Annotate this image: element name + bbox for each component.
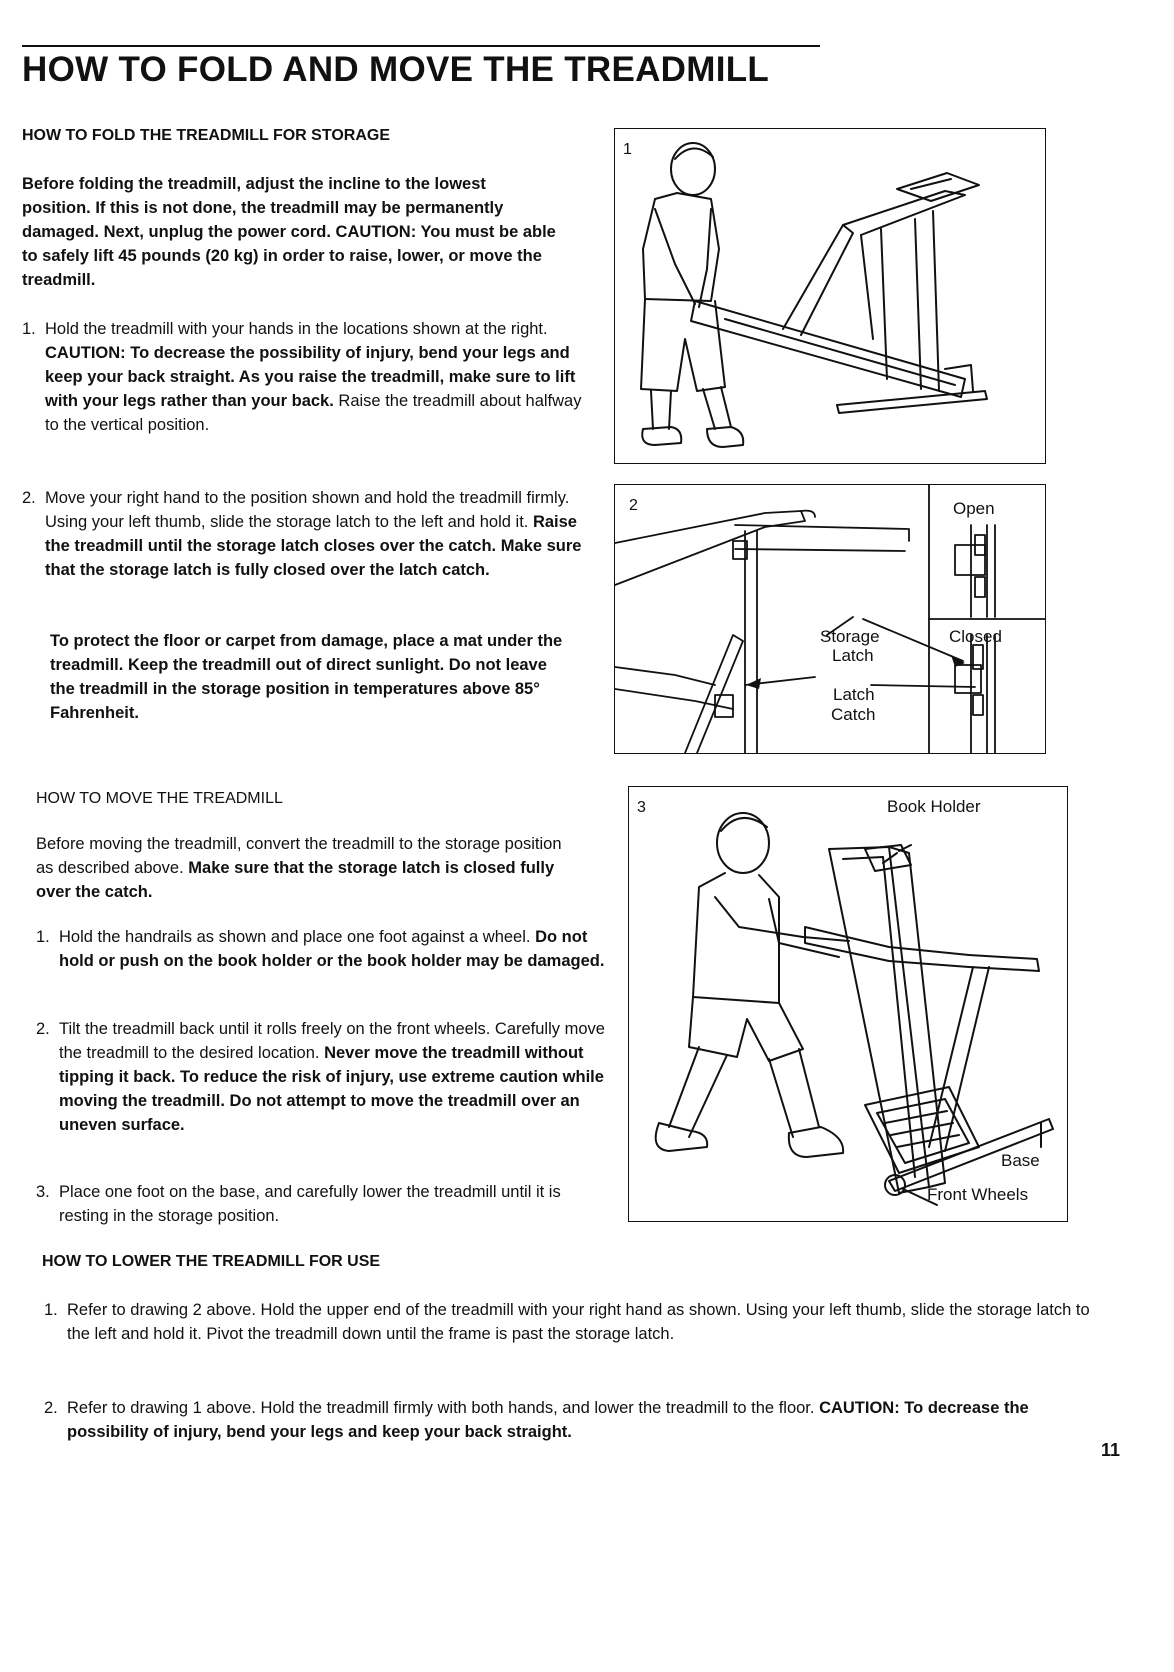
figure-1-number: 1 [623,141,632,158]
title-rule [22,45,820,47]
fold-intro: Before folding the treadmill, adjust the incline to the lowest position. If this is not done, the treadmill may be permanently damaged. Next, unplug the power cord. CAUTION: You must be able to safely lift 45 pounds (20 kg) in order to raise, lower, or move the treadmill. [22,175,556,289]
fold-step-2-number: 2. [22,489,36,507]
lower-step-2-text: Refer to drawing 1 above. Hold the treadmill firmly with both hands, and lower the treadmill to the floor. [67,1399,815,1417]
move-intro-text: Before moving the treadmill, convert the treadmill to the storage position as described above. [36,835,562,877]
fold-step-1-number: 1. [22,320,36,338]
fold-step-2 [22,486,590,582]
fold-step-1-raise: Raise the treadmill about halfway to the vertical position. [45,392,582,434]
storage-latch-label: Latch [832,646,874,665]
move-step-2 [36,1017,607,1137]
lower-step-1-text: Refer to drawing 2 above. Hold the upper end of the treadmill with your right hand as shown. Using your left thumb, slide the storage latch to the left and hold it. Pivot the treadmill down until the frame is past the storage latch. [67,1301,1090,1343]
front-wheels-label: Front Wheels [927,1185,1029,1204]
lower-step-2-caution: CAUTION: To decrease the possibility of injury, bend your legs and keep your back straight. [67,1399,1029,1441]
move-step-1-number: 1. [36,928,50,946]
latch-closed-label: Closed [949,627,1002,646]
figure-1-illustration [615,129,1045,463]
fold-step-1 [22,317,590,437]
move-step-1-warning: Do not hold or push on the book holder or the book holder may be damaged. [59,928,605,970]
move-step-3-number: 3. [36,1183,50,1201]
fold-step-2-text: Move your right hand to the position shown and hold the treadmill firmly. Using your left thumb, slide the storage latch to the left and hold it. [45,489,570,531]
page-title: HOW TO FOLD AND MOVE THE TREADMILL [22,50,770,89]
fold-protect-note: To protect the floor or carpet from damage, place a mat under the treadmill. Keep the treadmill out of direct sunlight. Do not leave the treadmill in the storage position in temperatures above 85° Fahrenheit. [50,632,563,722]
figure-2-illustration [615,485,1045,753]
fold-step-1-text: Hold the treadmill with your hands in the locations shown at the right. [45,320,548,338]
move-heading: HOW TO MOVE THE TREADMILL [36,790,283,807]
move-step-3-text: Place one foot on the base, and carefully lower the treadmill until it is resting in the storage position. [59,1183,561,1225]
latch-catch-label-top: Latch [833,685,875,704]
fold-step-2-check: Make sure that the storage latch is fully closed over the latch catch. [45,537,582,579]
storage-label: Storage [820,627,880,646]
lower-step-1 [44,1298,1097,1346]
figure-1 [614,128,1046,464]
move-step-2-warning: Never move the treadmill without tipping it back. To reduce the risk of injury, use extreme caution while moving the treadmill. Do not attempt to move the treadmill over an uneven surface. [59,1044,604,1134]
lower-step-1-number: 1. [44,1301,58,1319]
book-holder-label: Book Holder [887,797,981,816]
move-intro-check: Make sure that the storage latch is closed fully over the catch. [36,859,555,901]
move-step-2-text: Tilt the treadmill back until it rolls freely on the front wheels. Carefully move the treadmill to the desired location. [59,1020,605,1062]
fold-heading: HOW TO FOLD THE TREADMILL FOR STORAGE [22,127,390,144]
lower-heading: HOW TO LOWER THE TREADMILL FOR USE [42,1253,381,1270]
latch-catch-label: Catch [831,705,876,724]
figure-2-number: 2 [629,497,638,514]
lower-step-2 [44,1396,1097,1444]
lower-step-2-number: 2. [44,1399,58,1417]
move-step-3 [36,1180,607,1228]
page-number: 11 [1100,1440,1120,1460]
fold-step-2-raise: Raise the treadmill until the storage latch closes over the catch. [45,513,577,555]
move-intro [36,832,574,904]
move-step-1 [36,925,607,973]
base-label: Base [1001,1151,1040,1170]
figure-2 [614,484,1046,754]
figure-3-number: 3 [637,799,646,816]
move-step-2-number: 2. [36,1020,50,1038]
latch-open-label: Open [953,499,995,518]
fold-step-1-caution: CAUTION: To decrease the possibility of injury, bend your legs and keep your back straight. As you raise the treadmill, make sure to lift with your legs rather than your back. [45,344,576,410]
move-step-1-text: Hold the handrails as shown and place one foot against a wheel. [59,928,531,946]
figure-3 [628,786,1068,1222]
